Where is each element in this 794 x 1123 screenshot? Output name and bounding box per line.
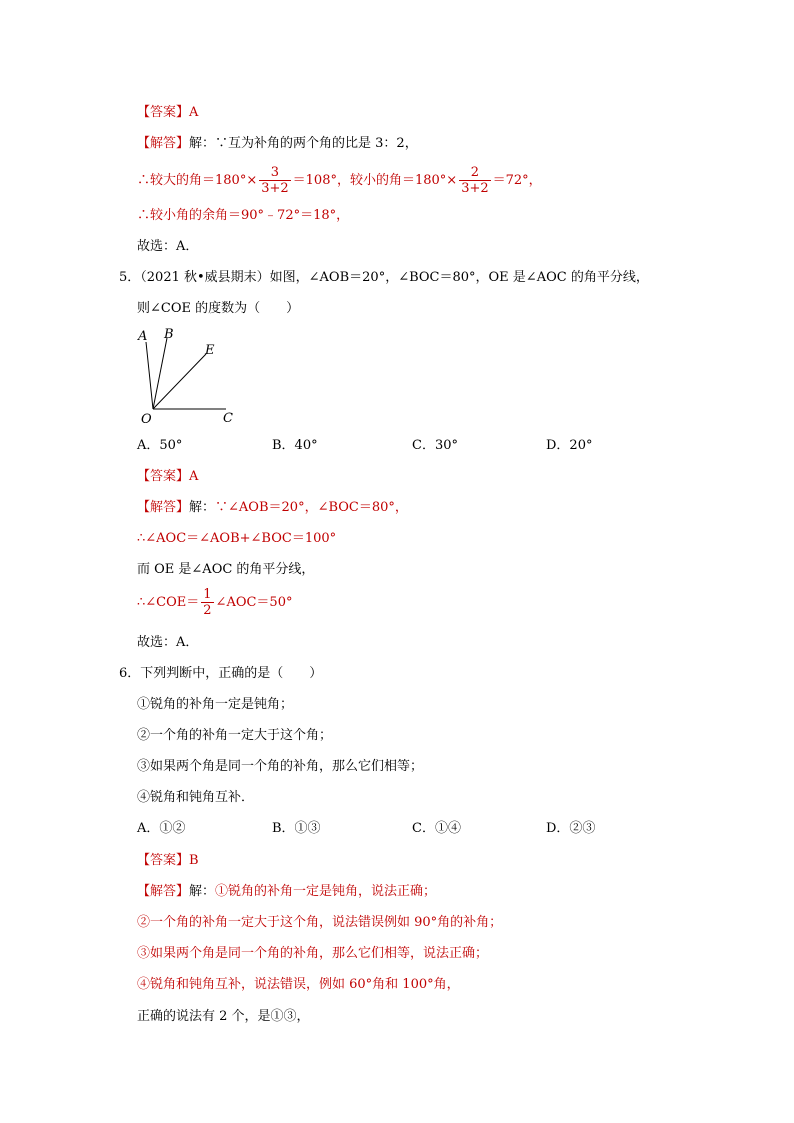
- q4-sol-text2b: ＝108°，较小的角＝180°×: [292, 173, 458, 188]
- q4-sol-prefix: 解：: [189, 136, 216, 151]
- q5-solution-line3: 而 OE 是∠AOC 的角平分线，: [137, 562, 315, 577]
- q6-option-d: D．②③: [546, 821, 596, 836]
- q4-solution-line3: ∴较小角的余角＝90°﹣72°＝18°，: [137, 208, 350, 223]
- q5-stem-line2: 则∠COE 的度数为（ ）: [137, 301, 300, 316]
- q6-sol-prefix: 解：: [189, 884, 216, 899]
- q6-solution-line3: ③如果两个角是同一个角的补角，那么它们相等，说法正确；: [137, 946, 489, 961]
- q4-answer: A: [189, 105, 199, 120]
- q6-option-a: A．①②: [137, 821, 186, 836]
- q6-solution-line4: ④锐角和钝角互补，说法错误，例如 60°角和 100°角，: [137, 977, 460, 992]
- q4-sol-text2c: ＝72°，: [492, 173, 542, 188]
- ray-OE: [153, 354, 206, 409]
- solution-label: 【解答】: [137, 500, 190, 515]
- q4-sol-text2a: ∴较大的角＝180°×: [137, 173, 258, 188]
- q4-fraction-1-num: 3: [259, 165, 290, 181]
- answer-label: 【答案】: [137, 853, 190, 868]
- q5-fraction: [201, 587, 213, 618]
- q5-sol-text1: ∵∠AOB＝20°，∠BOC＝80°，: [215, 500, 408, 515]
- q6-solution-line5: 正确的说法有 2 个，是①③，: [137, 1009, 310, 1024]
- q4-fraction-2: [459, 165, 490, 196]
- q4-fraction-1: [259, 165, 290, 196]
- q6-sol-text1: ①锐角的补角一定是钝角，说法正确；: [215, 884, 437, 899]
- q5-answer: A: [189, 469, 199, 484]
- q5-sol-text4a: ∴∠COE＝: [137, 595, 200, 610]
- q4-fraction-1-den: 3+2: [261, 181, 289, 196]
- q6-answer: B: [189, 853, 199, 868]
- q6-solution-line2: ②一个角的补角一定大于这个角，说法错误例如 90°角的补角；: [137, 915, 503, 930]
- q5-option-d: D．20°: [546, 438, 593, 453]
- solution-label: 【解答】: [137, 136, 190, 151]
- q4-solution-line4: 故选：A．: [137, 239, 199, 254]
- q4-solution-line2: [137, 164, 542, 198]
- q5-solution-line4: [137, 586, 292, 620]
- q6-stem: 6．下列判断中，正确的是（ ）: [119, 666, 323, 681]
- q5-solution-line2: ∴∠AOC＝∠AOB+∠BOC＝100°: [137, 531, 337, 546]
- q5-option-b: B．40°: [272, 438, 318, 453]
- q6-option-c: C．①④: [412, 821, 461, 836]
- solution-label: 【解答】: [137, 884, 190, 899]
- q5-fraction-den: 2: [203, 603, 212, 618]
- q5-solution-line1: [137, 499, 408, 517]
- q4-sol-text1: ∵互为补角的两个角的比是 3：2，: [215, 136, 418, 151]
- q6-solution-line1: [137, 883, 436, 901]
- q5-fraction-num: 1: [203, 587, 212, 602]
- q6-item-2: ②一个角的补角一定大于这个角；: [137, 728, 333, 743]
- q5-solution-line5: 故选：A．: [137, 635, 199, 650]
- label-E: E: [205, 343, 215, 358]
- q6-item-3: ③如果两个角是同一个角的补角，那么它们相等；: [137, 759, 424, 774]
- q5-angle-figure: [130, 322, 240, 430]
- label-O: O: [141, 412, 152, 427]
- q5-stem-line1: 5．（2021 秋•威县期末）如图，∠AOB＝20°，∠BOC＝80°，OE 是∠AOC 的角平分线，: [119, 270, 649, 285]
- q6-answer-line: [137, 852, 199, 870]
- q6-option-b: B．①③: [272, 821, 321, 836]
- ray-OB: [153, 338, 167, 409]
- label-A: A: [138, 329, 148, 344]
- q4-fraction-2-num: 2: [459, 165, 490, 181]
- q5-option-a: A．50°: [137, 438, 183, 453]
- q4-fraction-2-den: 3+2: [461, 181, 489, 196]
- q5-answer-line: [137, 468, 198, 486]
- label-B: B: [164, 327, 174, 342]
- q4-answer-line: [137, 104, 198, 122]
- label-C: C: [223, 411, 233, 426]
- answer-label: 【答案】: [137, 105, 190, 120]
- q4-solution-line1: [137, 135, 418, 153]
- ray-OA: [146, 342, 153, 409]
- q6-item-1: ①锐角的补角一定是钝角；: [137, 697, 294, 712]
- q5-sol-prefix: 解：: [189, 500, 216, 515]
- q5-sol-text4b: ∠AOC＝50°: [215, 595, 293, 610]
- q6-item-4: ④锐角和钝角互补．: [137, 790, 255, 805]
- q5-option-c: C．30°: [412, 438, 458, 453]
- answer-label: 【答案】: [137, 469, 190, 484]
